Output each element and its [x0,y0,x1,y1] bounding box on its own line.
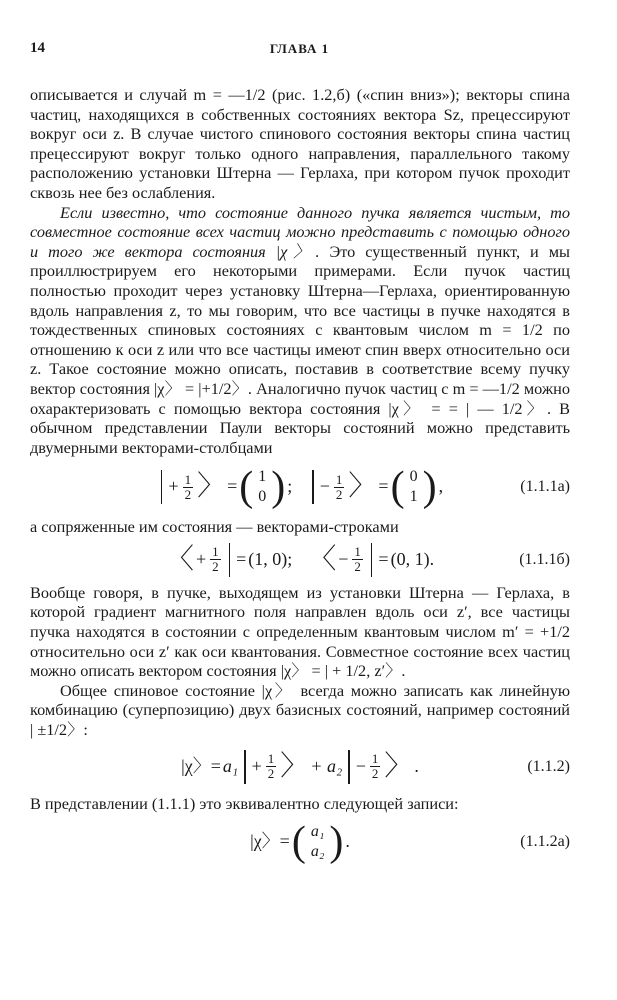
equals-sign: = [227,476,238,497]
fraction-half [266,752,277,781]
bar-line [312,470,314,504]
fraction-numerator: 1 [354,544,361,560]
plus-sign: + [251,755,262,776]
right-paren: ) [422,464,437,511]
semicolon: ; [287,476,293,497]
minus-sign: − [355,755,366,776]
coefficient-a1: a₁ [222,755,239,776]
fraction-half [334,473,345,502]
bra-minus [308,543,434,577]
state-lhs: |χ〉= [181,755,221,776]
bra-plus [166,543,292,577]
superposition [181,750,419,784]
left-angle-bracket: 〈 [165,543,194,575]
minus-sign: − [319,476,330,497]
ket-minus [308,464,444,511]
equals-sign: = [378,549,389,570]
vector-top: 0 [409,468,418,486]
equals-sign: = [378,476,389,497]
fraction-numerator: 1 [184,471,192,487]
comma: , [438,476,444,497]
fraction-denominator: 2 [335,486,343,502]
bar-line [161,470,163,504]
vector-top: a₁ [310,823,325,841]
paragraph-3: а сопряженные им состояния — векторами-строками [30,517,399,537]
fraction-denominator: 2 [267,766,275,782]
paragraph-1: описывается и случай m = —1/2 (рис. 1.2,б) («спин вниз»); векторы спина частиц, находящихся в собственных состояниях вектора Sz, прецессируют вокруг оси z. В случае чистого спинового состояния векторы спина частиц прецессируют вокруг только одного направления, параллельного такому расположению установки Штерна — Герлаха, при котором пучок проходит сквозь нее без ослабления. [30,85,570,202]
paragraph-2-rest: Это существенный пункт, и мы проиллюстрируем его некоторыми примерами. Если пучок частиц полностью проходит через установку Штерна—Герлаха, ориентированную вдоль направления z, то мы говорим, что все частицы в пучке находятся в тождественных спиновых состояниях с квантовым числом m = 1/2 по отношению к оси z или что все частицы имеют спин вверх относительно оси z. Такое состояние можно описать, поставив в соответствие всему пучку вектор состояния |χ〉 = |+1/2〉. Аналогично пучок частиц с m = —1/2 можно охарактеризовать с помощью вектора состояния |χ〉 = = | — 1/2〉. В обычном представлении Паули векторы состояний можно представить двумерными векторами-столбцами [30,241,570,457]
minus-sign: − [338,549,349,570]
equation-1-1-1a [30,457,570,517]
row-vector-minus: (0, 1). [390,549,435,570]
left-angle-bracket: 〈 [308,543,337,575]
vector-top: 1 [258,468,267,486]
paragraph-2-emphasis: Если известно, что состояние данного пучка является чистым, то совместное состояние всех частиц можно представить с помощью одного и того же вектора состояния |χ〉. [30,202,570,261]
fraction-numerator: 1 [371,751,379,767]
left-paren: ( [291,819,306,866]
equation-1-1-1b [30,537,570,583]
chapter-title: ГЛАВА 1 [269,41,330,56]
equation-1-1-2 [30,740,570,794]
bar-line [348,750,350,784]
equals-sign: = [236,549,247,570]
bar-line [371,543,373,577]
fraction-half [183,473,194,502]
period: . [414,755,419,776]
period: . [345,831,350,852]
equation-number: (1.1.1б) [519,551,570,569]
left-paren: ( [390,464,405,511]
right-paren: ) [329,819,344,866]
right-angle-bracket: 〉 [384,750,413,782]
vector-bottom: 0 [258,488,267,506]
page-number: 14 [30,40,45,56]
fraction-half [210,545,221,574]
bar-line [229,543,231,577]
fraction-denominator: 2 [184,486,192,502]
right-paren: ) [271,464,286,511]
coefficient-a2: + a₂ [310,755,343,776]
column-vector-minus [407,467,421,507]
paragraph-2 [30,203,570,458]
fraction-numerator: 1 [212,544,219,560]
fraction-denominator: 2 [354,559,361,575]
column-vector-coefficients [308,822,328,862]
fraction-half [352,545,363,574]
vector-bottom: 1 [409,488,418,506]
ket-plus [157,464,293,511]
equation-number: (1.1.2а) [520,833,570,851]
fraction-denominator: 2 [212,559,219,575]
body-text [30,85,570,871]
row-vector-plus: (1, 0); [248,549,293,570]
page-header [30,40,569,60]
left-paren: ( [239,464,254,511]
right-angle-bracket: 〉 [280,750,309,782]
equation-number: (1.1.2) [527,757,570,775]
fraction-numerator: 1 [267,751,275,767]
column-representation [250,819,350,866]
fraction-numerator: 1 [335,471,343,487]
state-lhs: |χ〉= [250,831,290,852]
paragraph-5: Общее спиновое состояние |χ〉 всегда можно записать как линейную комбинацию (суперпозицию) двух базисных состояний, например состояний | ±1/2〉: [30,680,570,740]
plus-sign: + [168,476,179,497]
right-angle-bracket: 〉 [197,471,226,503]
paragraph-4: Вообще говоря, в пучке, выходящем из установки Штерна — Герлаха, в которой градиент магнитного поля направлен вдоль оси z′, все частицы пучка находятся в состоянии с определенным квантовым числом m′ = +1/2 относительно оси z′ как оси квантования. Совместное состояние всех частиц можно описать вектором состояния |χ〉 = | + 1/2, z′〉. [30,582,570,681]
paragraph-6: В представлении (1.1.1) это эквивалентно следующей записи: [30,793,459,813]
vector-bottom: a₂ [310,843,325,861]
equation-1-1-2a [30,813,570,871]
fraction-denominator: 2 [371,766,379,782]
equation-number: (1.1.1а) [520,478,570,496]
right-angle-bracket: 〉 [348,471,377,503]
fraction-half [370,752,381,781]
plus-sign: + [195,549,207,570]
bar-line [244,750,246,784]
column-vector-plus [255,467,269,507]
